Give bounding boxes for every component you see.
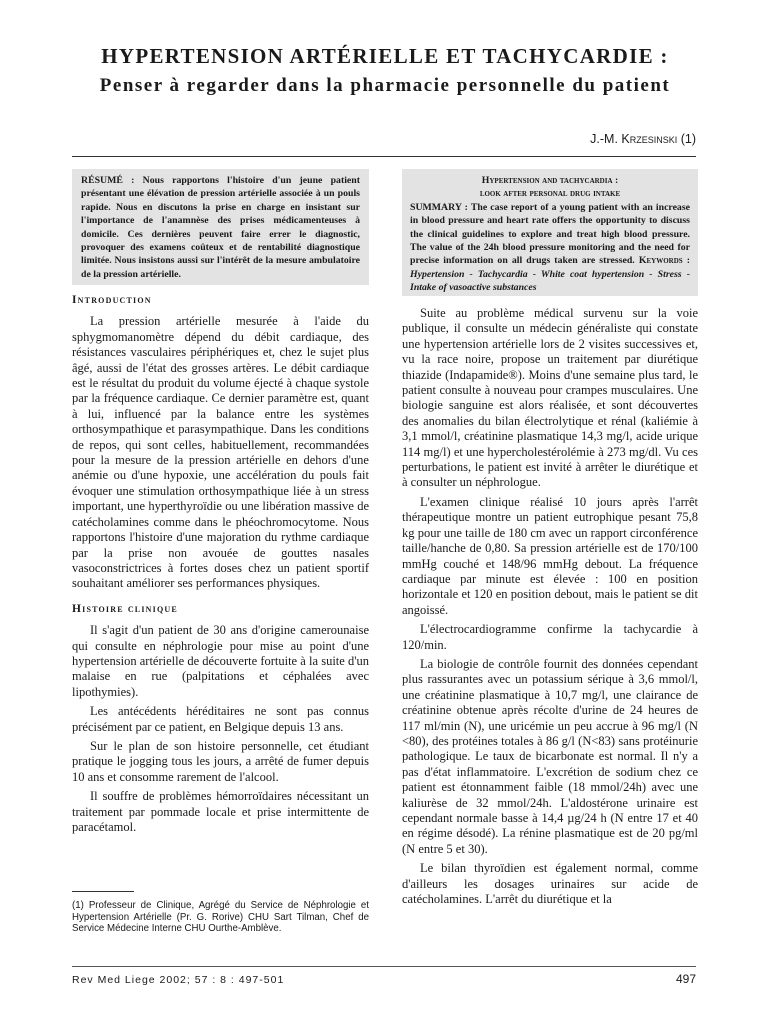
abstract-fr-text: Nous rapportons l'histoire d'un jeune patient présentant une élévation de pression artérielle associée à un pouls rapide. Nous en discutons la prise en charge en insistant sur l'importance de l'anamnèse des prises médicamenteuses à domicile. Ces dernières peuvent faire errer le diagnostic, provoquer des examens coûteux et de rentabilité diagnostique limitée. Nous insistons aussi sur l'intérêt de la mesure ambulatoire de la pression artérielle.	[81, 175, 360, 280]
journal-citation: Rev Med Liege 2002; 57 : 8 : 497-501	[72, 974, 285, 986]
article-title: HYPERTENSION ARTÉRIELLE ET TACHYCARDIE :	[101, 44, 669, 68]
article-subtitle: Penser à regarder dans la pharmacie personnelle du patient	[99, 75, 671, 96]
author-initials: J.-M.	[590, 132, 622, 146]
keywords-label: Keywords :	[638, 255, 690, 267]
abstract-en-title-2: look after personal drug intake	[479, 188, 621, 200]
abstract-en-title-1: Hypertension and tachycardia :	[481, 175, 619, 186]
author-name: Krzesinski	[621, 132, 678, 146]
page-number: 497	[675, 972, 696, 986]
footer-rule	[72, 966, 696, 967]
body-paragraph-5: Le bilan thyroïdien est également normal, comme d'ailleurs les dosages urinaires sur acide de catécholamines. L'arrêt du diurétique et la	[402, 861, 698, 907]
abstract-en-text: The case report of a young patient with an increase in blood pressure and heart rate offers the opportunity to discuss the clinical guidelines to explore and treat high blood pressure. The value of the 24h blood pressure monitoring and the need for precise information on all drugs taken are stressed.	[410, 201, 690, 267]
author-ref: (1)	[677, 132, 696, 146]
author-line	[590, 132, 696, 146]
section-heading-history: Histoire clinique	[72, 602, 178, 615]
keywords-text: Hypertension - Tachycardia - White coat hypertension - Stress - Intake of vasoactive substances	[410, 268, 690, 294]
history-paragraph-2: Les antécédents héréditaires ne sont pas connus précisément par ce patient, en Belgique depuis 13 ans.	[72, 704, 369, 734]
right-column	[402, 306, 698, 911]
body-paragraph-4: La biologie de contrôle fournit des données cependant plus rassurantes avec un potassium sérique à 3,6 mmol/l, une créatinine plasmatique à 10,7 mg/l, une clairance de créatinine obtenue après récolte d'urine de 24 heures de 117 ml/min (N), une uricémie un peu accrue à 96 mg/l (N <80), des protéines totales à 86 g/l (N<83) sans protéinurie pathologique. Le taux de bicarbonate est normal. Il n'y a pas d'état inflammatoire. L'excrétion de sodium chez ce patient est étonnamment faible (18 mmol/24h) avec une kaliurèse de 32 mmol/24h. L'aldostérone urinaire est cependant normale basse à 14,4 µg/24 h (N entre 17 et 40 en régime désodé). La rénine plasmatique est de 20 pg/ml (N entre 5 et 30).	[402, 656, 698, 856]
footnote-rule	[72, 891, 134, 892]
section-heading-introduction: Introduction	[72, 294, 152, 306]
abstract-en-label: SUMMARY :	[410, 201, 468, 213]
history-paragraph-4: Il souffre de problèmes hémorroïdaires nécessitant un traitement par pommade locale et prise intermittente de paracétamol.	[72, 789, 369, 834]
intro-paragraph: La pression artérielle mesurée à l'aide du sphygmomanomètre dépend du débit cardiaque, des résistances vasculaires périphériques et, chez le sujet plus âgé, aussi de l'état des grosses artères. Le débit cardiaque est le résultat du produit du volume éjecté à chaque systole par la fréquence cardiaque. Ce dernier paramètre est, quant à lui, influencé par la balance entre les systèmes orthosympathique et parasympathique. Dans les conditions de repos, qui sont celles, habituellement, recommandées pour la mesure de la pression artérielle en dehors d'une anémie ou d'une hypoxie, une accélération du pouls fait évoquer une stimulation orthosympathique liée à un stress important, une hyperthyroïdie ou une libération massive de catécholamines comme dans le phéochromocytome. Nous rapportons l'histoire d'une majoration du rythme cardiaque par la prise non avouée de gouttes nasales vasoconstrictrices à fortes doses chez un patient sportif souhaitant améliorer ses performances physiques.	[72, 314, 369, 591]
body-paragraph-2: L'examen clinique réalisé 10 jours après l'arrêt thérapeutique montre un patient eutrophique pesant 75,8 kg pour une taille de 180 cm avec un rapport circonférence taille/hanche de 0,80. Sa pression artérielle est de 170/100 mmHg couché et 148/96 mmHg debout. La fréquence cardiaque par minute est élevée : 100 en position horizontale et 120 en position debout, mais le patient se dit angoissé.	[402, 494, 698, 617]
abstract-fr	[72, 169, 369, 285]
abstract-fr-label: RÉSUMÉ :	[81, 175, 135, 186]
abstract-en	[402, 169, 698, 296]
left-column	[72, 293, 369, 839]
body-paragraph-3: L'électrocardiogramme confirme la tachycardie à 120/min.	[402, 622, 698, 652]
header-rule	[72, 156, 696, 157]
history-paragraph-3: Sur le plan de son histoire personnelle, cet étudiant pratique le jogging tous les jours, a arrêté de fumer depuis 10 ans et consomme rarement de l'alcool.	[72, 738, 369, 784]
history-paragraph-1: Il s'agit d'un patient de 30 ans d'origine camerounaise qui consulte en néphrologie pour mise au point d'une hypertension artérielle de découverte fortuite à la suite d'un malaise en rue (palpitations et céphalées avec lipothymies).	[72, 623, 369, 699]
body-paragraph-1: Suite au problème médical survenu sur la voie publique, il consulte un médecin généraliste qui constate une hypertension artérielle lors de 2 visites successives et, vu la race noire, propose un traitement par diurétique thiazide (Indapamide®). Moins d'une semaine plus tard, le patient consulte à nouveau pour crampes musculaires. Une biologie sanguine est alors réalisée, et sont découvertes des anomalies du bilan électrolytique et rénal (kaliémie à 3,1 mmol/l, créatinine plasmatique 14,3 mg/l, acide urique 114 mg/l) et une hypercholestérolémie à 273 mg/dl. Vu ces perturbations, le patient est invité à arrêter le diurétique et à consulter un néphrologue.	[402, 306, 698, 490]
author-footnote: (1) Professeur de Clinique, Agrégé du Service de Néphrologie et Hypertension Artérielle (Pr. G. Rorive) CHU Sart Tilman, Chef de Service Médecine Interne CHU Ourthe-Amblève.	[72, 900, 369, 935]
